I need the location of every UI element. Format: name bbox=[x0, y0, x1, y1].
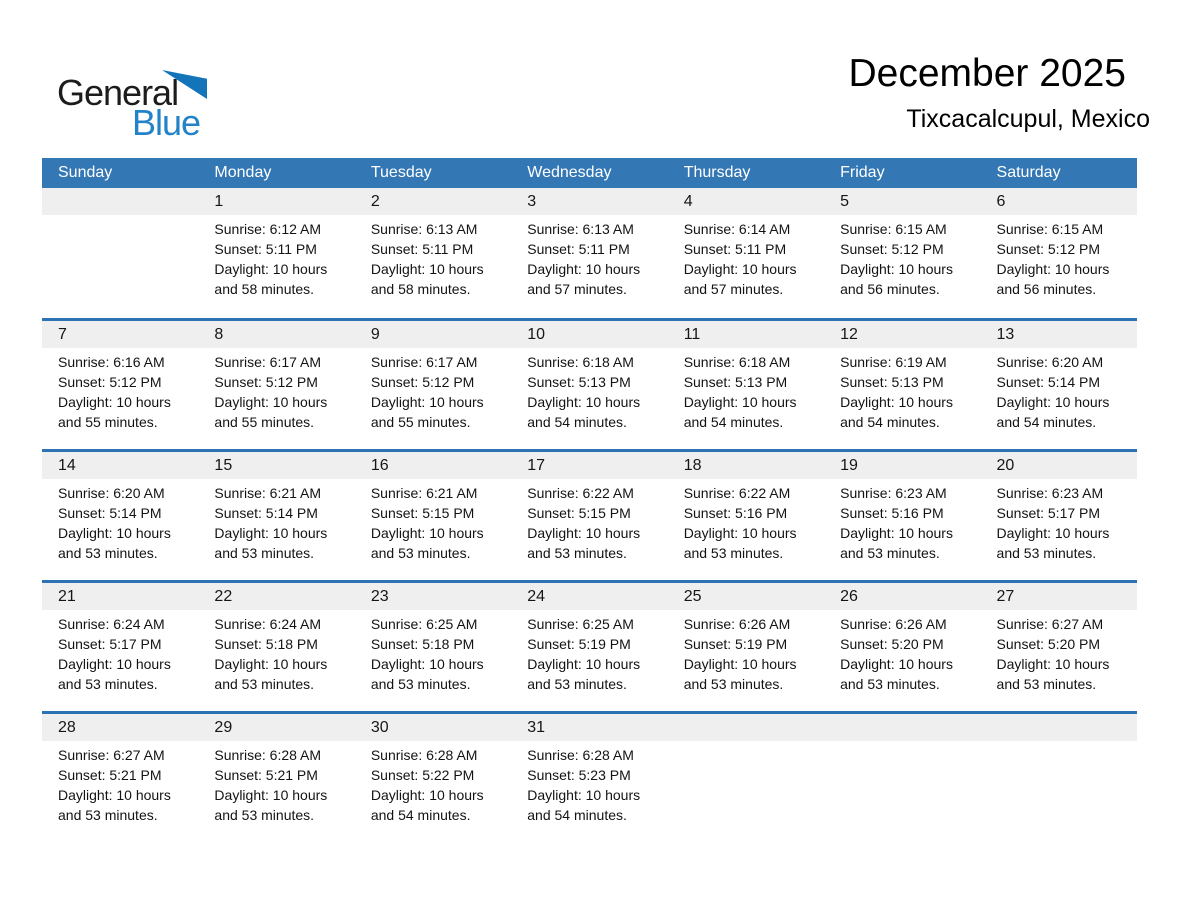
day-cell-details bbox=[42, 610, 198, 694]
daylight-text-line1: Daylight: 10 hours bbox=[527, 261, 641, 277]
sunrise-text: Sunrise: 6:23 AM bbox=[840, 484, 947, 501]
day-number: 2 bbox=[370, 193, 380, 210]
empty-day-cell bbox=[668, 712, 824, 843]
daylight-text-line2: and 53 minutes. bbox=[996, 544, 1097, 561]
daylight-text-line2: and 55 minutes. bbox=[214, 413, 315, 430]
day-number: 18 bbox=[683, 456, 702, 474]
sunrise-text: Sunrise: 6:18 AM bbox=[527, 353, 634, 370]
daylight-text-line1: Daylight: 10 hours bbox=[527, 655, 641, 672]
daylight-text-line1: Daylight: 10 hours bbox=[840, 261, 953, 277]
day-number-band bbox=[511, 714, 667, 741]
daylight-text-line1: Daylight: 10 hours bbox=[214, 786, 328, 803]
daylight-text-line1: Daylight: 10 hours bbox=[527, 524, 641, 541]
daylight-text-line2: and 53 minutes. bbox=[527, 544, 627, 561]
day-number: 29 bbox=[214, 718, 233, 736]
day-number-band bbox=[511, 452, 667, 479]
day-cell-details bbox=[668, 479, 824, 563]
location-subtitle: Tixcacalcupul, Mexico bbox=[906, 105, 1150, 133]
day-number: 10 bbox=[527, 325, 546, 343]
sunset-text: Sunset: 5:12 PM bbox=[214, 373, 318, 390]
day-cell-details bbox=[824, 215, 980, 299]
daylight-text-line2: and 54 minutes. bbox=[370, 806, 471, 823]
weekday-header-wednesday: Wednesday bbox=[511, 158, 667, 188]
day-number-band bbox=[511, 321, 667, 348]
sunrise-text: Sunrise: 6:18 AM bbox=[683, 353, 791, 370]
sunset-text: Sunset: 5:14 PM bbox=[214, 504, 318, 521]
logo-text-general: General bbox=[57, 72, 179, 113]
day-number: 31 bbox=[527, 718, 546, 736]
day-cell-details bbox=[355, 215, 511, 299]
sunset-text: Sunset: 5:17 PM bbox=[58, 635, 162, 652]
daylight-text-line2: and 53 minutes. bbox=[214, 544, 315, 561]
day-cell bbox=[198, 450, 354, 581]
day-cell-details bbox=[198, 741, 354, 825]
header-titles bbox=[849, 52, 1151, 134]
sunrise-text: Sunrise: 6:15 AM bbox=[996, 221, 1104, 237]
day-number-band bbox=[981, 452, 1137, 479]
day-number-band bbox=[668, 583, 824, 610]
day-cell bbox=[198, 712, 354, 843]
day-number-band bbox=[198, 452, 354, 479]
daylight-text-line2: and 57 minutes. bbox=[683, 281, 784, 297]
day-number: 1 bbox=[214, 193, 224, 210]
day-cell bbox=[511, 188, 667, 319]
day-number-band bbox=[355, 583, 511, 610]
day-number: 21 bbox=[58, 587, 76, 605]
day-cell bbox=[42, 319, 198, 450]
daylight-text-line1: Daylight: 10 hours bbox=[214, 261, 328, 277]
day-number-band bbox=[198, 321, 354, 348]
calendar-week-row bbox=[42, 712, 1137, 843]
sunset-text: Sunset: 5:13 PM bbox=[683, 373, 788, 390]
sunset-text: Sunset: 5:19 PM bbox=[683, 635, 788, 652]
day-cell-details bbox=[511, 741, 667, 825]
logo-text-blue: Blue bbox=[132, 102, 201, 143]
daylight-text-line2: and 54 minutes. bbox=[683, 413, 784, 430]
day-number-band bbox=[198, 188, 354, 215]
weekday-header-tuesday: Tuesday bbox=[355, 158, 511, 188]
day-cell bbox=[824, 319, 980, 450]
weekday-header-sunday: Sunday bbox=[42, 158, 198, 188]
day-cell-details bbox=[668, 348, 824, 432]
daylight-text-line1: Daylight: 10 hours bbox=[214, 393, 328, 410]
day-number-band bbox=[824, 321, 980, 348]
daylight-text-line1: Daylight: 10 hours bbox=[214, 655, 328, 672]
day-cell-details bbox=[355, 348, 511, 432]
day-cell bbox=[355, 712, 511, 843]
sunset-text: Sunset: 5:12 PM bbox=[58, 373, 162, 390]
sunrise-text: Sunrise: 6:26 AM bbox=[683, 615, 791, 632]
day-cell-details bbox=[42, 348, 198, 432]
day-number: 14 bbox=[58, 456, 76, 474]
sunset-text: Sunset: 5:12 PM bbox=[840, 241, 944, 257]
daylight-text-line1: Daylight: 10 hours bbox=[370, 655, 484, 672]
sunset-text: Sunset: 5:23 PM bbox=[527, 766, 631, 783]
day-number: 20 bbox=[996, 456, 1015, 474]
daylight-text-line1: Daylight: 10 hours bbox=[840, 655, 953, 672]
day-number: 24 bbox=[527, 587, 546, 605]
sunrise-text: Sunrise: 6:21 AM bbox=[214, 484, 322, 501]
sunrise-text: Sunrise: 6:25 AM bbox=[370, 615, 478, 632]
sunset-text: Sunset: 5:21 PM bbox=[58, 766, 162, 783]
day-number: 3 bbox=[527, 193, 537, 210]
sunrise-text: Sunrise: 6:26 AM bbox=[840, 615, 947, 632]
sunrise-text: Sunrise: 6:20 AM bbox=[58, 484, 165, 501]
day-cell bbox=[981, 581, 1137, 712]
sunrise-text: Sunrise: 6:20 AM bbox=[996, 353, 1104, 370]
daylight-text-line1: Daylight: 10 hours bbox=[996, 524, 1110, 541]
sunset-text: Sunset: 5:11 PM bbox=[214, 241, 317, 257]
sunset-text: Sunset: 5:20 PM bbox=[996, 635, 1101, 652]
day-cell bbox=[511, 450, 667, 581]
day-number: 16 bbox=[370, 456, 389, 474]
daylight-text-line2: and 53 minutes. bbox=[840, 675, 940, 692]
daylight-text-line1: Daylight: 10 hours bbox=[527, 393, 641, 410]
day-cell-details bbox=[198, 479, 354, 563]
sunset-text: Sunset: 5:15 PM bbox=[527, 504, 631, 521]
daylight-text-line1: Daylight: 10 hours bbox=[840, 393, 953, 410]
daylight-text-line1: Daylight: 10 hours bbox=[370, 524, 484, 541]
day-cell-details bbox=[355, 610, 511, 694]
sunrise-text: Sunrise: 6:14 AM bbox=[683, 221, 791, 237]
sunset-text: Sunset: 5:14 PM bbox=[58, 504, 162, 521]
day-number-band bbox=[355, 321, 511, 348]
sunrise-text: Sunrise: 6:22 AM bbox=[527, 484, 634, 501]
daylight-text-line2: and 55 minutes. bbox=[370, 413, 471, 430]
day-number-band bbox=[355, 188, 511, 215]
day-number-band bbox=[981, 321, 1137, 348]
day-number: 30 bbox=[370, 718, 389, 736]
day-number-band bbox=[511, 188, 667, 215]
daylight-text-line2: and 53 minutes. bbox=[214, 806, 315, 823]
day-number-band bbox=[668, 188, 824, 215]
empty-day-cell bbox=[824, 712, 980, 843]
day-number: 25 bbox=[683, 587, 702, 605]
day-cell-details bbox=[668, 215, 824, 299]
day-cell-details bbox=[511, 479, 667, 563]
daylight-text-line2: and 55 minutes. bbox=[58, 413, 158, 430]
day-cell-details bbox=[511, 215, 667, 299]
daylight-text-line2: and 53 minutes. bbox=[370, 675, 471, 692]
sunrise-text: Sunrise: 6:17 AM bbox=[214, 353, 322, 370]
sunrise-text: Sunrise: 6:27 AM bbox=[58, 746, 165, 763]
day-number-band bbox=[511, 583, 667, 610]
day-number-band bbox=[981, 714, 1137, 741]
day-number-band bbox=[668, 452, 824, 479]
calendar-week-row bbox=[42, 319, 1137, 450]
day-number: 6 bbox=[996, 193, 1006, 210]
sunset-text: Sunset: 5:13 PM bbox=[840, 373, 944, 390]
empty-day-cell bbox=[42, 188, 198, 319]
weekday-header-thursday: Thursday bbox=[668, 158, 824, 188]
day-cell bbox=[355, 450, 511, 581]
day-cell-details bbox=[198, 348, 354, 432]
daylight-text-line1: Daylight: 10 hours bbox=[370, 261, 484, 277]
day-number: 5 bbox=[840, 193, 850, 210]
daylight-text-line1: Daylight: 10 hours bbox=[683, 524, 797, 541]
day-cell bbox=[824, 188, 980, 319]
weekday-header-friday: Friday bbox=[824, 158, 980, 188]
calendar-week-row bbox=[42, 581, 1137, 712]
daylight-text-line2: and 56 minutes. bbox=[996, 281, 1097, 297]
sunrise-text: Sunrise: 6:28 AM bbox=[214, 746, 322, 763]
sunrise-text: Sunrise: 6:22 AM bbox=[683, 484, 791, 501]
daylight-text-line1: Daylight: 10 hours bbox=[683, 393, 797, 410]
daylight-text-line2: and 53 minutes. bbox=[370, 544, 471, 561]
sunset-text: Sunset: 5:22 PM bbox=[370, 766, 475, 783]
day-cell-details bbox=[981, 348, 1137, 432]
day-cell-details bbox=[981, 479, 1137, 563]
daylight-text-line2: and 53 minutes. bbox=[527, 675, 627, 692]
sunset-text: Sunset: 5:18 PM bbox=[214, 635, 318, 652]
day-number-band bbox=[355, 452, 511, 479]
weekday-header-saturday: Saturday bbox=[981, 158, 1137, 188]
day-number-band bbox=[42, 188, 198, 215]
day-number-band bbox=[824, 583, 980, 610]
day-number: 13 bbox=[996, 325, 1015, 343]
day-number-band bbox=[824, 188, 980, 215]
sunset-text: Sunset: 5:18 PM bbox=[370, 635, 475, 652]
day-cell bbox=[198, 319, 354, 450]
day-cell bbox=[198, 188, 354, 319]
daylight-text-line1: Daylight: 10 hours bbox=[58, 524, 171, 541]
day-cell bbox=[981, 319, 1137, 450]
day-number: 23 bbox=[370, 587, 389, 605]
day-cell bbox=[824, 450, 980, 581]
day-cell-details bbox=[511, 610, 667, 694]
day-number-band bbox=[42, 321, 198, 348]
daylight-text-line2: and 54 minutes. bbox=[527, 806, 627, 823]
sunset-text: Sunset: 5:13 PM bbox=[527, 373, 631, 390]
day-number-band bbox=[42, 714, 198, 741]
day-number-band bbox=[981, 583, 1137, 610]
sunset-text: Sunset: 5:21 PM bbox=[214, 766, 318, 783]
daylight-text-line2: and 54 minutes. bbox=[840, 413, 940, 430]
daylight-text-line1: Daylight: 10 hours bbox=[996, 655, 1110, 672]
daylight-text-line1: Daylight: 10 hours bbox=[58, 655, 171, 672]
day-cell-details bbox=[42, 741, 198, 825]
day-cell-details bbox=[981, 741, 1137, 745]
day-cell-details bbox=[824, 741, 980, 745]
month-title: December 2025 bbox=[848, 52, 1126, 95]
day-cell bbox=[824, 581, 980, 712]
day-number: 4 bbox=[683, 193, 693, 210]
day-cell bbox=[511, 712, 667, 843]
day-cell-details bbox=[981, 215, 1137, 299]
day-cell bbox=[668, 450, 824, 581]
day-cell-details bbox=[824, 610, 980, 694]
sunrise-text: Sunrise: 6:16 AM bbox=[58, 353, 165, 370]
daylight-text-line1: Daylight: 10 hours bbox=[996, 393, 1110, 410]
sunset-text: Sunset: 5:11 PM bbox=[527, 241, 630, 257]
daylight-text-line2: and 54 minutes. bbox=[527, 413, 627, 430]
sunset-text: Sunset: 5:11 PM bbox=[683, 241, 787, 257]
sunset-text: Sunset: 5:16 PM bbox=[683, 504, 788, 521]
day-cell-details bbox=[42, 479, 198, 563]
daylight-text-line2: and 53 minutes. bbox=[58, 544, 158, 561]
day-number: 9 bbox=[370, 325, 380, 343]
daylight-text-line1: Daylight: 10 hours bbox=[683, 261, 797, 277]
day-cell-details bbox=[668, 741, 824, 745]
sunrise-text: Sunrise: 6:19 AM bbox=[840, 353, 947, 370]
day-number-band bbox=[198, 583, 354, 610]
daylight-text-line1: Daylight: 10 hours bbox=[370, 393, 484, 410]
day-number: 11 bbox=[683, 325, 701, 343]
daylight-text-line2: and 53 minutes. bbox=[214, 675, 315, 692]
sunrise-text: Sunrise: 6:28 AM bbox=[370, 746, 478, 763]
sunset-text: Sunset: 5:12 PM bbox=[370, 373, 475, 390]
day-cell bbox=[668, 319, 824, 450]
day-cell-details bbox=[824, 479, 980, 563]
day-cell bbox=[42, 450, 198, 581]
day-cell-details bbox=[355, 479, 511, 563]
day-cell bbox=[511, 319, 667, 450]
daylight-text-line1: Daylight: 10 hours bbox=[58, 786, 171, 803]
day-number-band bbox=[824, 452, 980, 479]
sunrise-text: Sunrise: 6:28 AM bbox=[527, 746, 634, 763]
day-cell bbox=[42, 581, 198, 712]
sunrise-text: Sunrise: 6:25 AM bbox=[527, 615, 634, 632]
day-cell-details bbox=[511, 348, 667, 432]
weekday-header-row bbox=[42, 158, 1137, 188]
empty-day-cell bbox=[981, 712, 1137, 843]
daylight-text-line1: Daylight: 10 hours bbox=[214, 524, 328, 541]
calendar-body bbox=[42, 188, 1137, 843]
day-cell-details bbox=[198, 610, 354, 694]
daylight-text-line2: and 57 minutes. bbox=[527, 281, 627, 297]
calendar-week-row bbox=[42, 188, 1137, 319]
daylight-text-line2: and 53 minutes. bbox=[58, 675, 158, 692]
day-number: 22 bbox=[214, 587, 233, 605]
sunrise-text: Sunrise: 6:15 AM bbox=[840, 221, 947, 237]
day-cell-details bbox=[355, 741, 511, 825]
day-number-band bbox=[668, 321, 824, 348]
daylight-text-line2: and 58 minutes. bbox=[214, 281, 315, 297]
day-number-band bbox=[42, 583, 198, 610]
day-number: 28 bbox=[58, 718, 76, 736]
day-cell-details bbox=[42, 215, 198, 219]
daylight-text-line2: and 53 minutes. bbox=[840, 544, 940, 561]
day-cell bbox=[668, 581, 824, 712]
sunrise-text: Sunrise: 6:23 AM bbox=[996, 484, 1104, 501]
daylight-text-line2: and 53 minutes. bbox=[996, 675, 1097, 692]
day-cell bbox=[981, 188, 1137, 319]
sunrise-text: Sunrise: 6:24 AM bbox=[214, 615, 322, 632]
day-cell bbox=[668, 188, 824, 319]
day-cell-details bbox=[198, 215, 354, 299]
daylight-text-line2: and 53 minutes. bbox=[683, 675, 784, 692]
day-number-band bbox=[42, 452, 198, 479]
daylight-text-line2: and 56 minutes. bbox=[840, 281, 940, 297]
daylight-text-line2: and 53 minutes. bbox=[683, 544, 784, 561]
day-number-band bbox=[824, 714, 980, 741]
day-number: 7 bbox=[58, 325, 67, 343]
sunset-text: Sunset: 5:12 PM bbox=[996, 241, 1101, 257]
day-cell bbox=[198, 581, 354, 712]
day-cell-details bbox=[824, 348, 980, 432]
sunset-text: Sunset: 5:11 PM bbox=[370, 241, 474, 257]
day-number-band bbox=[668, 714, 824, 741]
day-cell bbox=[355, 188, 511, 319]
day-number: 26 bbox=[840, 587, 858, 605]
day-number: 19 bbox=[840, 456, 858, 474]
sunset-text: Sunset: 5:15 PM bbox=[370, 504, 475, 521]
daylight-text-line2: and 53 minutes. bbox=[58, 806, 158, 823]
sunset-text: Sunset: 5:14 PM bbox=[996, 373, 1101, 390]
day-cell bbox=[355, 319, 511, 450]
day-number: 8 bbox=[214, 325, 224, 343]
daylight-text-line1: Daylight: 10 hours bbox=[58, 393, 171, 410]
day-number-band bbox=[198, 714, 354, 741]
sunset-text: Sunset: 5:20 PM bbox=[840, 635, 944, 652]
sunrise-text: Sunrise: 6:24 AM bbox=[58, 615, 165, 632]
daylight-text-line1: Daylight: 10 hours bbox=[996, 261, 1110, 277]
day-number-band bbox=[355, 714, 511, 741]
sunrise-text: Sunrise: 6:17 AM bbox=[370, 353, 478, 370]
day-cell bbox=[511, 581, 667, 712]
sunrise-text: Sunrise: 6:12 AM bbox=[214, 221, 322, 237]
day-number: 27 bbox=[996, 587, 1015, 605]
sunrise-text: Sunrise: 6:21 AM bbox=[370, 484, 478, 501]
sunrise-text: Sunrise: 6:27 AM bbox=[996, 615, 1104, 632]
daylight-text-line1: Daylight: 10 hours bbox=[840, 524, 953, 541]
daylight-text-line1: Daylight: 10 hours bbox=[527, 786, 641, 803]
day-cell-details bbox=[668, 610, 824, 694]
day-number: 15 bbox=[214, 456, 233, 474]
sunset-text: Sunset: 5:16 PM bbox=[840, 504, 944, 521]
general-blue-logo bbox=[57, 66, 217, 143]
daylight-text-line2: and 58 minutes. bbox=[370, 281, 471, 297]
daylight-text-line1: Daylight: 10 hours bbox=[683, 655, 797, 672]
calendar-table bbox=[42, 158, 1137, 843]
day-cell bbox=[981, 450, 1137, 581]
day-cell bbox=[42, 712, 198, 843]
day-number-band bbox=[981, 188, 1137, 215]
weekday-header-monday: Monday bbox=[198, 158, 354, 188]
daylight-text-line2: and 54 minutes. bbox=[996, 413, 1097, 430]
day-cell-details bbox=[981, 610, 1137, 694]
sunset-text: Sunset: 5:17 PM bbox=[996, 504, 1101, 521]
day-cell bbox=[355, 581, 511, 712]
calendar-week-row bbox=[42, 450, 1137, 581]
day-number: 17 bbox=[527, 456, 546, 474]
daylight-text-line1: Daylight: 10 hours bbox=[370, 786, 484, 803]
day-number: 12 bbox=[840, 325, 858, 343]
sunrise-text: Sunrise: 6:13 AM bbox=[370, 221, 478, 237]
sunrise-text: Sunrise: 6:13 AM bbox=[527, 221, 634, 237]
sunset-text: Sunset: 5:19 PM bbox=[527, 635, 631, 652]
